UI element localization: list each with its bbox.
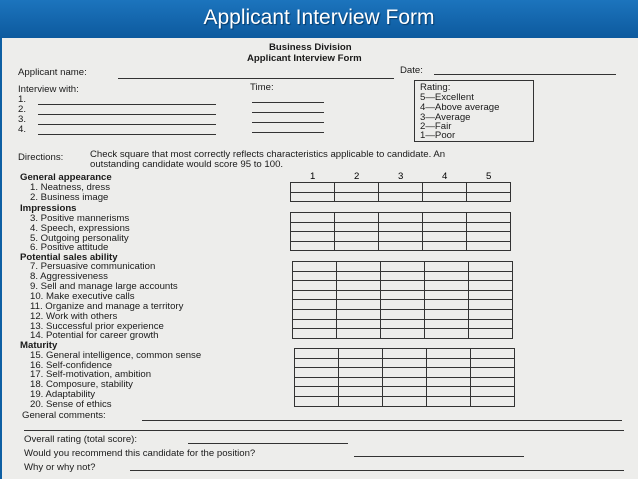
criterion-label: 1. Neatness, dress xyxy=(30,182,110,193)
rating-checkbox[interactable] xyxy=(381,271,425,281)
rating-checkbox[interactable] xyxy=(425,262,469,272)
overall-rating-field[interactable] xyxy=(188,443,348,444)
time-field[interactable] xyxy=(252,132,324,133)
rating-checkbox[interactable] xyxy=(471,387,515,397)
rating-checkbox[interactable] xyxy=(335,232,379,242)
criterion-label: 2. Business image xyxy=(30,192,109,203)
rating-checkbox[interactable] xyxy=(469,262,513,272)
rating-checkbox[interactable] xyxy=(467,241,511,251)
why-label: Why or why not? xyxy=(24,462,96,473)
rating-checkbox[interactable] xyxy=(427,377,471,387)
rating-checkbox[interactable] xyxy=(471,358,515,368)
rating-checkbox[interactable] xyxy=(295,387,339,397)
rating-checkbox[interactable] xyxy=(379,192,423,202)
division-heading: Business Division xyxy=(269,42,352,53)
section-title: General appearance xyxy=(20,172,112,183)
criterion-label: 19. Adaptability xyxy=(30,389,96,400)
rating-checkbox[interactable] xyxy=(295,377,339,387)
rating-checkbox[interactable] xyxy=(379,222,423,232)
rating-checkbox[interactable] xyxy=(337,319,381,329)
date-field[interactable] xyxy=(434,74,616,75)
time-field[interactable] xyxy=(252,112,324,113)
section-title: Impressions xyxy=(20,203,77,214)
time-field[interactable] xyxy=(252,102,324,103)
recommend-field[interactable] xyxy=(354,456,524,457)
rating-checkbox[interactable] xyxy=(467,232,511,242)
criterion-label: 9. Sell and manage large accounts xyxy=(30,281,178,292)
rating-scale-item: 1—Poor xyxy=(420,130,456,141)
rating-checkbox[interactable] xyxy=(335,192,379,202)
rating-checkbox[interactable] xyxy=(291,183,335,193)
rating-checkbox[interactable] xyxy=(337,290,381,300)
interviewer-field[interactable] xyxy=(38,134,216,135)
interviewer-number: 1. xyxy=(18,94,27,105)
rating-checkbox[interactable] xyxy=(423,241,467,251)
interviewer-number: 2. xyxy=(18,104,27,115)
rating-checkbox[interactable] xyxy=(339,358,383,368)
rating-checkbox[interactable] xyxy=(379,213,423,223)
slide-title: Applicant Interview Form xyxy=(203,6,435,29)
applicant-name-field[interactable] xyxy=(118,78,394,79)
rating-checkbox[interactable] xyxy=(379,232,423,242)
interviewer-field[interactable] xyxy=(38,124,216,125)
rating-checkbox[interactable] xyxy=(295,368,339,378)
rating-checkbox[interactable] xyxy=(467,222,511,232)
rating-checkbox[interactable] xyxy=(293,290,337,300)
rating-checkbox[interactable] xyxy=(423,183,467,193)
rating-label: Rating: xyxy=(420,82,451,93)
rating-checkbox[interactable] xyxy=(293,329,337,339)
rating-checkbox[interactable] xyxy=(469,329,513,339)
rating-checkbox[interactable] xyxy=(425,281,469,291)
rating-checkbox[interactable] xyxy=(469,271,513,281)
recommend-label: Would you recommend this candidate for the position? xyxy=(24,448,256,459)
criterion-label: 11. Organize and manage a territory xyxy=(30,301,184,312)
directions-text: outstanding candidate would score 95 to 100. xyxy=(90,159,284,170)
rating-checkbox[interactable] xyxy=(471,377,515,387)
rating-checkbox[interactable] xyxy=(383,387,427,397)
rating-checkbox[interactable] xyxy=(425,329,469,339)
rating-checkbox[interactable] xyxy=(427,396,471,406)
rating-checkbox[interactable] xyxy=(335,183,379,193)
rating-checkbox[interactable] xyxy=(427,349,471,359)
rating-checkbox[interactable] xyxy=(425,319,469,329)
rating-checkbox[interactable] xyxy=(425,290,469,300)
interview-with-label: Interview with: xyxy=(18,84,79,95)
rating-checkbox[interactable] xyxy=(381,262,425,272)
rating-checkbox[interactable] xyxy=(339,396,383,406)
rating-legend-box xyxy=(414,80,534,142)
rating-checkbox[interactable] xyxy=(337,309,381,319)
rating-checkbox[interactable] xyxy=(337,300,381,310)
rating-checkbox[interactable] xyxy=(379,183,423,193)
rating-checkbox[interactable] xyxy=(423,222,467,232)
rating-checkbox[interactable] xyxy=(469,309,513,319)
rating-checkbox[interactable] xyxy=(337,262,381,272)
time-label: Time: xyxy=(250,82,274,93)
criterion-label: 14. Potential for career growth xyxy=(30,330,159,341)
rating-grid-sales-ability xyxy=(292,261,513,339)
rating-checkbox[interactable] xyxy=(293,300,337,310)
directions-label: Directions: xyxy=(18,152,64,163)
rating-checkbox[interactable] xyxy=(425,271,469,281)
section-title: Maturity xyxy=(20,340,58,351)
general-comments-field[interactable] xyxy=(24,430,624,431)
rating-checkbox[interactable] xyxy=(339,377,383,387)
rating-grid-maturity xyxy=(294,348,515,407)
directions-text: Check square that most correctly reflects characteristics applicable to candidate. An xyxy=(90,149,446,160)
form-name-heading: Applicant Interview Form xyxy=(247,53,362,64)
criterion-label: 15. General intelligence, common sense xyxy=(30,350,202,361)
rating-checkbox[interactable] xyxy=(425,300,469,310)
rating-checkbox[interactable] xyxy=(291,232,335,242)
rating-checkbox[interactable] xyxy=(467,183,511,193)
rating-checkbox[interactable] xyxy=(427,387,471,397)
rating-checkbox[interactable] xyxy=(383,377,427,387)
rating-checkbox[interactable] xyxy=(423,192,467,202)
rating-checkbox[interactable] xyxy=(339,387,383,397)
rating-checkbox[interactable] xyxy=(337,271,381,281)
column-header: 4 xyxy=(442,171,448,182)
why-field[interactable] xyxy=(130,470,624,471)
rating-checkbox[interactable] xyxy=(291,213,335,223)
criterion-label: 16. Self-confidence xyxy=(30,360,113,371)
rating-checkbox[interactable] xyxy=(383,368,427,378)
criterion-label: 4. Speech, expressions xyxy=(30,223,130,234)
criterion-label: 8. Aggressiveness xyxy=(30,271,108,282)
column-header: 5 xyxy=(486,171,492,182)
rating-checkbox[interactable] xyxy=(423,232,467,242)
criterion-label: 5. Outgoing personality xyxy=(30,233,129,244)
column-header: 2 xyxy=(354,171,360,182)
rating-checkbox[interactable] xyxy=(379,241,423,251)
rating-checkbox[interactable] xyxy=(293,309,337,319)
rating-checkbox[interactable] xyxy=(467,192,511,202)
rating-checkbox[interactable] xyxy=(383,358,427,368)
criterion-label: 12. Work with others xyxy=(30,311,118,322)
rating-checkbox[interactable] xyxy=(337,281,381,291)
rating-checkbox[interactable] xyxy=(381,319,425,329)
rating-checkbox[interactable] xyxy=(469,300,513,310)
rating-scale-item: 3—Average xyxy=(420,112,471,123)
criterion-label: 10. Make executive calls xyxy=(30,291,135,302)
rating-checkbox[interactable] xyxy=(471,396,515,406)
criterion-label: 18. Composure, stability xyxy=(30,379,133,390)
rating-checkbox[interactable] xyxy=(469,290,513,300)
criterion-label: 13. Successful prior experience xyxy=(30,321,164,332)
rating-checkbox[interactable] xyxy=(471,349,515,359)
rating-checkbox[interactable] xyxy=(383,349,427,359)
rating-checkbox[interactable] xyxy=(381,329,425,339)
criterion-label: 7. Persuasive communication xyxy=(30,261,156,272)
rating-checkbox[interactable] xyxy=(293,262,337,272)
rating-checkbox[interactable] xyxy=(469,281,513,291)
rating-scale-item: 5—Excellent xyxy=(420,92,474,103)
slide-banner xyxy=(0,0,638,38)
general-comments-label: General comments: xyxy=(22,410,106,421)
rating-checkbox[interactable] xyxy=(381,309,425,319)
rating-scale-item: 4—Above average xyxy=(420,102,500,113)
rating-checkbox[interactable] xyxy=(335,213,379,223)
rating-checkbox[interactable] xyxy=(425,309,469,319)
rating-checkbox[interactable] xyxy=(335,222,379,232)
rating-checkbox[interactable] xyxy=(423,213,467,223)
rating-checkbox[interactable] xyxy=(381,290,425,300)
general-comments-field[interactable] xyxy=(142,420,622,421)
criterion-label: 17. Self-motivation, ambition xyxy=(30,369,152,380)
interviewer-number: 3. xyxy=(18,114,27,125)
interviewer-field[interactable] xyxy=(38,104,216,105)
rating-checkbox[interactable] xyxy=(337,329,381,339)
rating-checkbox[interactable] xyxy=(291,192,335,202)
column-header: 1 xyxy=(310,171,316,182)
rating-checkbox[interactable] xyxy=(339,349,383,359)
rating-grid-general-appearance xyxy=(290,182,511,202)
rating-checkbox[interactable] xyxy=(383,396,427,406)
rating-checkbox[interactable] xyxy=(295,349,339,359)
column-header: 3 xyxy=(398,171,404,182)
interviewer-field[interactable] xyxy=(38,114,216,115)
time-field[interactable] xyxy=(252,122,324,123)
section-title: Potential sales ability xyxy=(20,252,118,263)
rating-checkbox[interactable] xyxy=(381,300,425,310)
form-page xyxy=(2,38,638,479)
rating-checkbox[interactable] xyxy=(467,213,511,223)
rating-grid-impressions xyxy=(290,212,511,251)
rating-checkbox[interactable] xyxy=(295,396,339,406)
rating-checkbox[interactable] xyxy=(381,281,425,291)
rating-checkbox[interactable] xyxy=(427,358,471,368)
rating-checkbox[interactable] xyxy=(293,281,337,291)
rating-checkbox[interactable] xyxy=(291,241,335,251)
rating-checkbox[interactable] xyxy=(335,241,379,251)
criterion-label: 20. Sense of ethics xyxy=(30,399,112,410)
rating-checkbox[interactable] xyxy=(293,319,337,329)
criterion-label: 3. Positive mannerisms xyxy=(30,213,130,224)
applicant-name-label: Applicant name: xyxy=(18,67,87,78)
rating-checkbox[interactable] xyxy=(427,368,471,378)
rating-checkbox[interactable] xyxy=(291,222,335,232)
rating-checkbox[interactable] xyxy=(293,271,337,281)
date-label: Date: xyxy=(400,65,423,76)
rating-checkbox[interactable] xyxy=(339,368,383,378)
rating-checkbox[interactable] xyxy=(295,358,339,368)
criterion-label: 6. Positive attitude xyxy=(30,242,109,253)
rating-checkbox[interactable] xyxy=(471,368,515,378)
interviewer-number: 4. xyxy=(18,124,27,135)
rating-scale-item: 2—Fair xyxy=(420,121,452,132)
rating-checkbox[interactable] xyxy=(469,319,513,329)
overall-rating-label: Overall rating (total score): xyxy=(24,434,138,445)
